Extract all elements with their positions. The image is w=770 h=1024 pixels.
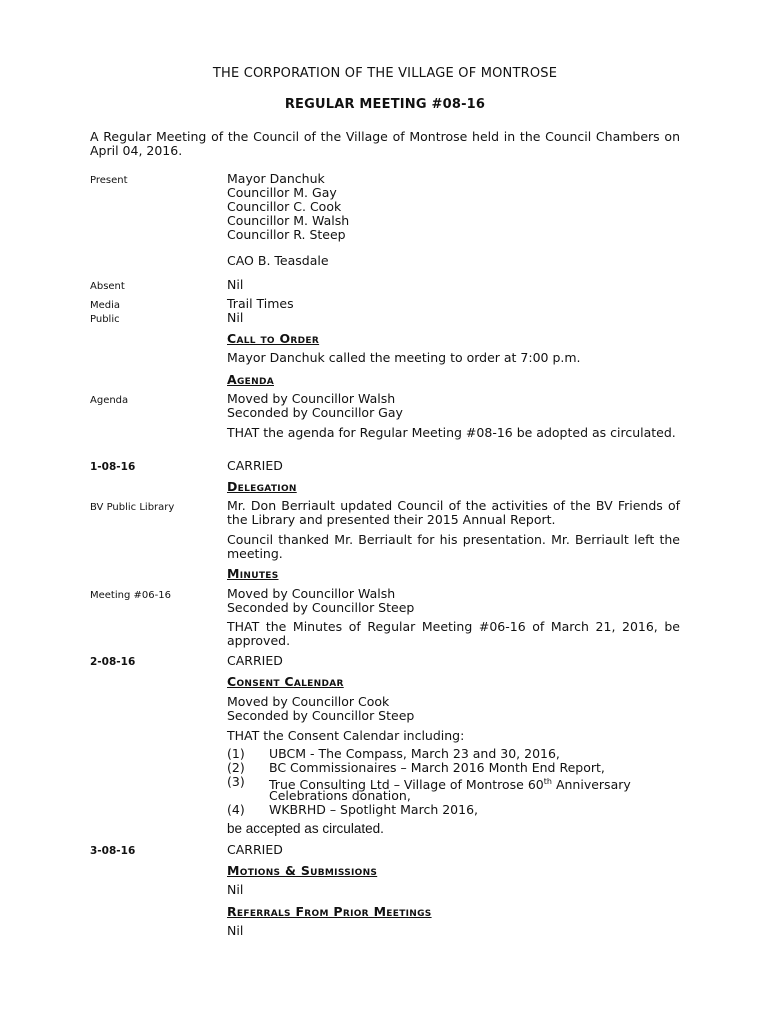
present-member: Mayor Danchuk bbox=[227, 171, 325, 186]
media-label: Media bbox=[90, 300, 121, 311]
consent-item-continuation: Celebrations donation, bbox=[269, 788, 411, 803]
consent-accepted: be accepted as circulated. bbox=[227, 821, 384, 836]
minutes-resolution: 2-08-16 bbox=[90, 656, 136, 668]
agenda-side-label: Agenda bbox=[90, 395, 129, 406]
call-to-order-heading: Call to Order bbox=[227, 331, 320, 346]
agenda-seconded: Seconded by Councillor Gay bbox=[227, 405, 403, 420]
consent-resolution: 3-08-16 bbox=[90, 845, 136, 857]
delegation-paragraph-1: Mr. Don Berriault updated Council of the activities of the BV Friends of the Library and presented their 2015 Annual Report. bbox=[227, 498, 680, 527]
delegation-heading: Delegation bbox=[227, 479, 297, 494]
media-value: Trail Times bbox=[227, 296, 294, 311]
present-member: Councillor R. Steep bbox=[227, 227, 346, 242]
meeting-title: REGULAR MEETING #08-16 bbox=[284, 97, 486, 112]
present-member: Councillor M. Gay bbox=[227, 185, 337, 200]
consent-heading: Consent Calendar bbox=[227, 674, 344, 689]
public-label: Public bbox=[90, 314, 120, 325]
present-member: Councillor C. Cook bbox=[227, 199, 342, 214]
organization-title: THE CORPORATION OF THE VILLAGE OF MONTROSE bbox=[212, 66, 558, 81]
consent-item-text-b: Anniversary bbox=[551, 777, 631, 793]
consent-item-text: WKBRHD – Spotlight March 2016, bbox=[269, 802, 478, 817]
present-member: Councillor M. Walsh bbox=[227, 213, 350, 228]
minutes-side-label: Meeting #06-16 bbox=[90, 590, 171, 601]
intro-paragraph: A Regular Meeting of the Council of the Village of Montrose held in the Council Chambers on April 04, 2016. bbox=[90, 129, 680, 158]
agenda-moved: Moved by Councillor Walsh bbox=[227, 391, 396, 406]
referrals-text: Nil bbox=[227, 923, 244, 938]
agenda-heading: Agenda bbox=[227, 372, 274, 387]
consent-item-text: UBCM - The Compass, March 23 and 30, 2016, bbox=[269, 746, 560, 761]
consent-item-text-a: True Consulting Ltd – Village of Montrose 60 bbox=[269, 777, 544, 793]
present-label: Present bbox=[90, 175, 128, 186]
consent-item-number: (1) bbox=[227, 746, 245, 761]
consent-item-number: (4) bbox=[227, 802, 245, 817]
minutes-moved: Moved by Councillor Walsh bbox=[227, 586, 396, 601]
absent-value: Nil bbox=[227, 277, 244, 292]
motions-text: Nil bbox=[227, 882, 244, 897]
minutes-seconded: Seconded by Councillor Steep bbox=[227, 600, 415, 615]
minutes-heading: Minutes bbox=[227, 566, 279, 581]
public-value: Nil bbox=[227, 310, 244, 325]
consent-intro: THAT the Consent Calendar including: bbox=[227, 728, 465, 743]
consent-result: CARRIED bbox=[227, 842, 283, 857]
consent-seconded: Seconded by Councillor Steep bbox=[227, 708, 415, 723]
motions-heading: Motions & Submissions bbox=[227, 863, 378, 878]
minutes-result: CARRIED bbox=[227, 653, 283, 668]
agenda-motion: THAT the agenda for Regular Meeting #08-16 be adopted as circulated. bbox=[227, 425, 676, 440]
delegation-paragraph-2: Council thanked Mr. Berriault for his presentation. Mr. Berriault left the meeting. bbox=[227, 532, 680, 561]
absent-label: Absent bbox=[90, 281, 125, 292]
consent-moved: Moved by Councillor Cook bbox=[227, 694, 390, 709]
referrals-heading: Referrals From Prior Meetings bbox=[227, 904, 432, 919]
present-list bbox=[227, 172, 349, 242]
minutes-motion: THAT the Minutes of Regular Meeting #06-16 of March 21, 2016, be approved. bbox=[227, 619, 680, 648]
consent-item-text: BC Commissionaires – March 2016 Month End Report, bbox=[269, 760, 605, 775]
superscript-th: th bbox=[543, 777, 552, 786]
agenda-resolution: 1-08-16 bbox=[90, 461, 136, 473]
consent-item-number: (2) bbox=[227, 760, 245, 775]
delegation-side-label: BV Public Library bbox=[90, 502, 175, 513]
call-to-order-text: Mayor Danchuk called the meeting to order at 7:00 p.m. bbox=[227, 350, 581, 365]
cao-name: CAO B. Teasdale bbox=[227, 253, 329, 268]
consent-item-number: (3) bbox=[227, 774, 245, 789]
agenda-result: CARRIED bbox=[227, 458, 283, 473]
